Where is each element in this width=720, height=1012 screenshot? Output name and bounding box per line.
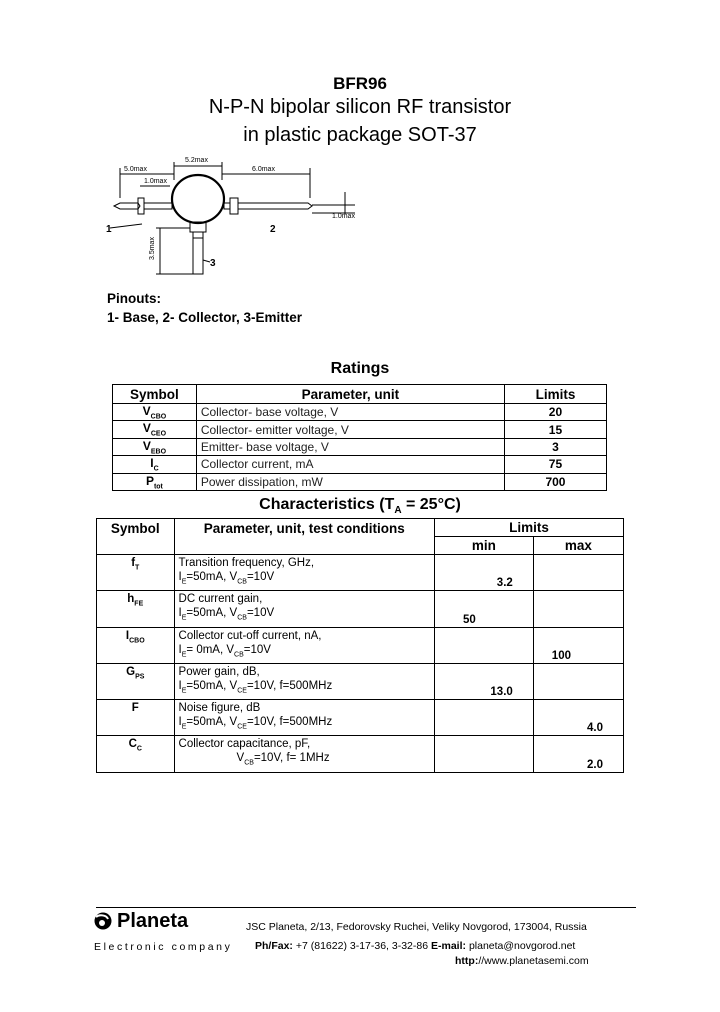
pin-2-label: 2 <box>270 224 276 235</box>
pin-1-label: 1 <box>106 224 112 235</box>
ratings-header-param: Parameter, unit <box>196 385 504 404</box>
table-row: $I_{CBO}$ Collector cut-off current, nA, $I_E= 0mA$, $V_{CB}=10V$ 100 <box>97 627 624 663</box>
chars-header-limits: Limits <box>435 519 624 537</box>
ratings-title: Ratings <box>330 360 390 377</box>
brand-tagline: Electronic company <box>94 941 233 953</box>
table-row: $C_C$ Collector capacitance, pF, $V_{CB}=10V$, f= 1MHz 2.0 <box>97 736 624 772</box>
characteristics-table <box>96 518 624 773</box>
dim-right-label: 6.0max <box>252 166 275 173</box>
website[interactable] <box>455 955 589 967</box>
chars-header-max: max <box>533 537 623 555</box>
dim-lead-h-label: 1.0max <box>332 213 355 220</box>
email-address[interactable]: planeta@novgorod.net <box>468 940 576 952</box>
dim-lead-w-label: 1.0max <box>144 178 167 185</box>
phone-number: +7 (81622) 3-17-36, 3-32-86 <box>295 940 429 952</box>
chars-header-param: Parameter, unit, test conditions <box>174 519 434 555</box>
description-line-2: in plastic package SOT-37 <box>243 124 477 146</box>
pin-3-label: 3 <box>210 258 216 269</box>
table-row: $I_C$ Collector current, mA 75 <box>113 456 607 473</box>
pinouts <box>107 289 302 327</box>
part-number: BFR96 <box>333 74 387 93</box>
web-url[interactable]: //www.planetasemi.com <box>478 955 589 967</box>
dim-body-label: 5.2max <box>185 157 208 164</box>
chars-header-symbol: Symbol <box>97 519 175 555</box>
ratings-table <box>112 384 607 491</box>
pinouts-heading: Pinouts: <box>107 291 161 306</box>
footer-divider <box>96 907 636 908</box>
ratings-header-symbol: Symbol <box>113 385 197 404</box>
table-row: $V_{CEO}$ Collector- emitter voltage, V 15 <box>113 421 607 438</box>
chars-header-min: min <box>435 537 534 555</box>
planeta-logo-icon <box>94 912 112 930</box>
contact-line <box>255 940 575 952</box>
package-drawing <box>100 150 370 280</box>
email-label: E-mail: <box>431 940 467 952</box>
company-address: JSC Planeta, 2/13, Fedorovsky Ruchei, Veliky Novgorod, 173004, Russia <box>246 921 587 933</box>
characteristics-title: Characteristics $(T_A = 25^\circ C)$ <box>259 496 461 517</box>
package-body <box>172 175 224 223</box>
web-label: http: <box>455 955 479 967</box>
table-row: $V_{CBO}$ Collector- base voltage, V 20 <box>113 404 607 421</box>
table-row: $f_T$ Transition frequency, GHz, $I_E=50mA$, $V_{CB}=10V$ 3.2 <box>97 555 624 591</box>
table-row: $h_{FE}$ DC current gain, $I_E=50mA$, $V_{CB}=10V$ 50 <box>97 591 624 627</box>
phone-label: Ph/Fax: <box>255 940 293 952</box>
lead-1 <box>114 203 140 209</box>
table-row: $G_{PS}$ Power gain, dB, $I_E=50mA$, $V_{CE}=10V$, f=500MHz 13.0 <box>97 663 624 699</box>
brand-name: Planeta <box>117 910 189 932</box>
table-row: $V_{EBO}$ Emitter- base voltage, V 3 <box>113 438 607 455</box>
ratings-header-limits: Limits <box>504 385 606 404</box>
dim-bottom-label: 3.5max <box>149 237 156 260</box>
pinouts-text: 1- Base, 2- Collector, 3-Emitter <box>107 310 303 325</box>
description-line-1: N-P-N bipolar silicon RF transistor <box>208 96 512 118</box>
lead-2 <box>230 198 238 214</box>
dim-left-label: 5.0max <box>124 166 147 173</box>
table-row: F Noise figure, dB $I_E=50mA$, $V_{CE}=10V$, f=500MHz 4.0 <box>97 700 624 736</box>
table-row: $P_{tot}$ Power dissipation, mW 700 <box>113 473 607 490</box>
